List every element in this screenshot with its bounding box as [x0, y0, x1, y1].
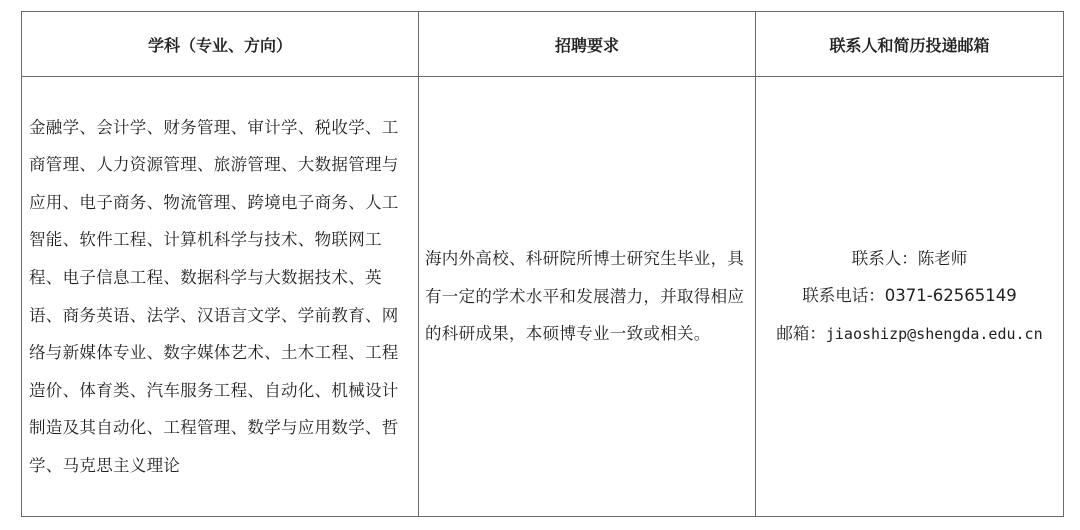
email-label: 邮箱：: [776, 323, 826, 343]
table-row: [22, 77, 1064, 517]
header-row: [22, 12, 1064, 77]
contact-email-line: [756, 315, 1063, 354]
contact-cell: [756, 77, 1064, 517]
phone-label: 联系电话：: [802, 286, 885, 306]
header-subject: 学科（专业、方向）: [22, 12, 419, 77]
contact-phone-line: [756, 277, 1063, 315]
recruitment-table: [21, 11, 1064, 517]
subject-cell: [22, 77, 419, 517]
header-requirements: 招聘要求: [419, 12, 756, 77]
requirements-cell: [419, 77, 756, 517]
subject-list-text: 金融学、会计学、财务管理、审计学、税收学、工商管理、人力资源管理、旅游管理、大数据管理与应用、电子商务、物流管理、跨境电子商务、人工智能、软件工程、计算机科学与技术、物联网工程、电子信息工程、数据科学与大数据技术、英语、商务英语、法学、汉语言文学、学前教育、网络与新媒体专业、数字媒体艺术、土木工程、工程造价、体育类、汽车服务工程、自动化、机械设计制造及其自动化、工程管理、数学与应用数学、哲学、马克思主义理论: [29, 117, 399, 475]
phone-number: 0371-62565149: [884, 286, 1017, 306]
table-header: [22, 12, 1064, 77]
contact-block: [756, 240, 1063, 354]
email-address[interactable]: jiaoshizp@shengda.edu.cn: [825, 324, 1043, 343]
header-contact: 联系人和简历投递邮箱: [756, 12, 1064, 77]
table-body: [22, 77, 1064, 517]
requirements-text: 海内外高校、科研院所博士研究生毕业，具有一定的学术水平和发展潜力，并取得相应的科研成果，本硕博专业一致或相关。: [425, 249, 745, 344]
contact-person: 联系人：陈老师: [851, 248, 968, 268]
